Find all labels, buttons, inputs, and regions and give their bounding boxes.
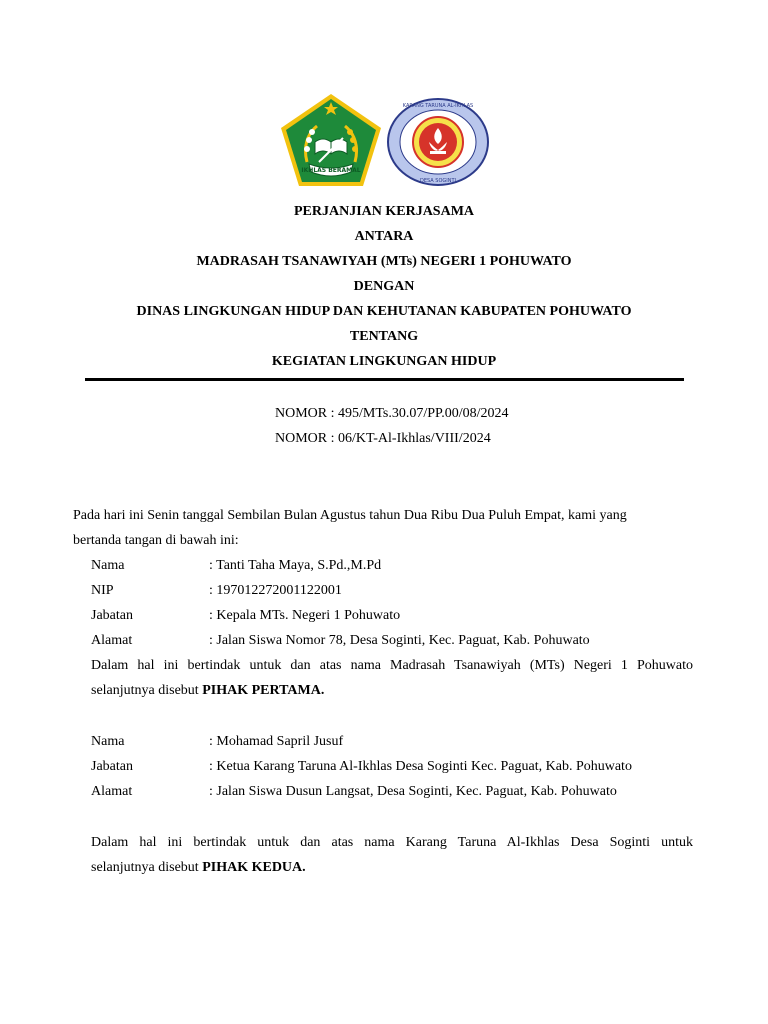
field-value: : Jalan Siswa Nomor 78, Desa Soginti, Kec. Paguat, Kab. Pohuwato — [209, 633, 590, 648]
title-line: MADRASAH TSANAWIYAH (MTs) NEGERI 1 POHUWATO — [196, 254, 572, 269]
field-label: NIP — [91, 583, 114, 598]
pihak-pertama-nama-row — [91, 556, 701, 576]
pihak-kedua-label: PIHAK KEDUA. — [202, 860, 306, 875]
pihak-kedua-alamat-row — [91, 782, 701, 802]
field-value: : Tanti Taha Maya, S.Pd.,M.Pd — [209, 558, 382, 573]
field-label: Jabatan — [91, 759, 133, 774]
pihak-kedua-statement-line-1: Dalam hal ini bertindak untuk dan atas nama Karang Taruna Al-Ikhlas Desa Soginti untuk — [91, 835, 693, 850]
field-value: : Kepala MTs. Negeri 1 Pohuwato — [209, 608, 401, 623]
title-line: KEGIATAN LINGKUNGAN HIDUP — [271, 354, 497, 369]
pihak-kedua-nama-row — [91, 732, 701, 752]
field-value: : Ketua Karang Taruna Al-Ikhlas Desa Soginti Kec. Paguat, Kab. Pohuwato — [209, 759, 632, 774]
field-value: : Mohamad Sapril Jusuf — [209, 734, 344, 749]
pihak-pertama-statement-line-1: Dalam hal ini bertindak untuk dan atas nama Madrasah Tsanawiyah (MTs) Negeri 1 Pohuwato — [91, 658, 693, 673]
intro-line-2: bertanda tangan di bawah ini: — [73, 533, 239, 548]
kemenag-logo — [279, 92, 383, 188]
intro-line-1: Pada hari ini Senin tanggal Sembilan Bulan Agustus tahun Dua Ribu Dua Puluh Empat, kami yang — [73, 508, 627, 523]
statement-prefix: selanjutnya disebut — [91, 860, 203, 875]
title-line: ANTARA — [354, 229, 414, 244]
nomor-first: NOMOR : 495/MTs.30.07/PP.00/08/2024 — [275, 406, 509, 421]
title-line: PERJANJIAN KERJASAMA — [293, 204, 475, 219]
logo-row — [0, 92, 768, 192]
pihak-pertama-jabatan-row — [91, 606, 701, 626]
nomor-second: NOMOR : 06/KT-Al-Ikhlas/VIII/2024 — [275, 431, 491, 446]
title-line: DINAS LINGKUNGAN HIDUP DAN KEHUTANAN KABUPATEN POHUWATO — [136, 304, 632, 319]
kemenag-motto: IKHLAS BERAMAL — [301, 167, 361, 174]
field-label: Nama — [91, 558, 125, 573]
field-value: : 197012272001122001 — [209, 583, 342, 598]
document-title — [0, 201, 768, 376]
pihak-kedua-jabatan-row — [91, 757, 701, 777]
pihak-pertama-statement-line-2 — [91, 681, 324, 701]
kt-ring-text-bottom: DESA SOGINTI — [419, 178, 457, 184]
title-line: TENTANG — [349, 329, 419, 344]
statement-prefix: selanjutnya disebut — [91, 683, 203, 698]
pihak-kedua-statement-line-2 — [91, 858, 306, 878]
pihak-pertama-label: PIHAK PERTAMA. — [202, 683, 325, 698]
field-label: Jabatan — [91, 608, 133, 623]
title-divider — [85, 378, 684, 381]
pihak-pertama-alamat-row — [91, 631, 701, 651]
field-value: : Jalan Siswa Dusun Langsat, Desa Soginti, Kec. Paguat, Kab. Pohuwato — [209, 784, 617, 799]
field-label: Alamat — [91, 784, 133, 799]
karang-taruna-logo — [387, 98, 489, 186]
field-label: Alamat — [91, 633, 133, 648]
kt-ring-text-top: KARANG TARUNA AL-IKHLAS — [402, 103, 474, 109]
title-line: DENGAN — [353, 279, 415, 294]
field-label: Nama — [91, 734, 125, 749]
pihak-pertama-nip-row — [91, 581, 701, 601]
